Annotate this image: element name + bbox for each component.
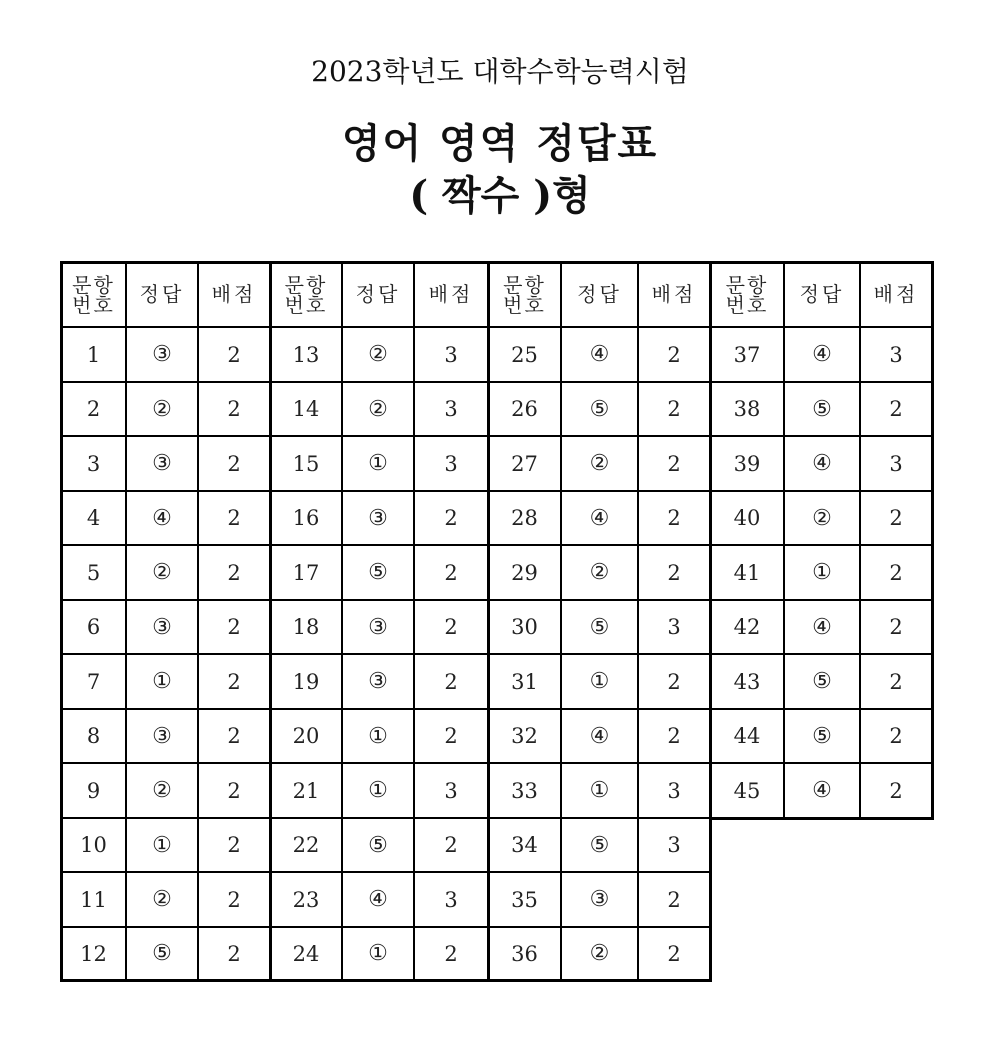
question-number-cell: 25 <box>511 342 538 367</box>
answer-cell: ② <box>152 396 172 422</box>
question-number-cell: 17 <box>292 560 320 585</box>
question-number-cell: 6 <box>86 615 101 639</box>
row-divider <box>488 871 710 873</box>
header-question-number <box>61 262 126 327</box>
row-divider <box>61 762 270 764</box>
answer-cell: ⑤ <box>152 941 172 966</box>
score-cell: 2 <box>227 669 241 694</box>
answer-cell: ④ <box>589 505 610 531</box>
question-number-cell: 43 <box>733 669 761 694</box>
score-cell: 2 <box>889 778 903 803</box>
answer-cell: ③ <box>152 723 172 749</box>
score-cell: 2 <box>227 778 241 803</box>
score-cell: 3 <box>667 778 681 803</box>
score-cell: 2 <box>227 342 241 367</box>
header-number-line2: 번호 <box>503 292 546 317</box>
score-cell: 2 <box>227 560 241 585</box>
score-cell: 2 <box>227 451 241 476</box>
header-number-line2: 번호 <box>725 292 769 317</box>
exam-subtitle: 2023학년도 대학수학능력시험 <box>311 55 689 88</box>
score-cell: 2 <box>667 887 681 912</box>
question-number-cell: 14 <box>292 397 320 421</box>
question-number-cell: 29 <box>511 560 538 585</box>
answer-cell: ③ <box>152 614 172 640</box>
row-divider <box>270 708 488 710</box>
answer-cell: ③ <box>152 342 172 367</box>
question-number-cell: 10 <box>80 833 107 857</box>
score-cell: 2 <box>889 615 903 639</box>
row-divider <box>710 435 932 437</box>
row-divider <box>488 490 710 492</box>
group-border-top <box>269 261 490 264</box>
header-score: 배점 <box>428 282 474 306</box>
score-cell: 2 <box>667 342 681 367</box>
score-cell: 2 <box>667 506 681 530</box>
row-divider <box>710 490 932 492</box>
answer-cell: ① <box>152 669 172 694</box>
score-cell: 2 <box>889 724 903 748</box>
row-divider <box>61 544 270 546</box>
answer-cell: ④ <box>812 778 832 803</box>
row-divider <box>270 599 488 601</box>
row-divider <box>710 653 932 655</box>
row-divider <box>710 708 932 710</box>
score-cell: 2 <box>667 724 681 748</box>
answer-cell: ⑤ <box>589 396 610 422</box>
row-divider <box>488 762 710 764</box>
question-number-cell: 13 <box>292 342 320 367</box>
group-border-bottom <box>60 979 272 982</box>
row-divider <box>270 762 488 764</box>
group-border-bottom <box>487 979 712 982</box>
question-number-cell: 18 <box>292 615 320 639</box>
answer-cell: ④ <box>589 723 610 749</box>
question-number-cell: 12 <box>80 941 107 966</box>
question-number-cell: 34 <box>511 833 538 857</box>
row-divider <box>710 381 932 383</box>
question-number-cell: 30 <box>511 615 538 639</box>
group-border-top <box>487 261 712 264</box>
question-number-cell: 21 <box>292 778 320 803</box>
score-cell: 2 <box>227 724 241 748</box>
question-number-cell: 31 <box>511 669 538 694</box>
question-number-cell: 28 <box>511 506 538 530</box>
score-cell: 3 <box>444 887 458 912</box>
question-number-cell: 4 <box>86 506 101 530</box>
row-divider <box>270 653 488 655</box>
question-number-cell: 5 <box>86 560 101 585</box>
group-border-top <box>709 261 934 264</box>
header-number-line2: 번호 <box>72 292 115 317</box>
score-cell: 2 <box>889 506 903 530</box>
score-cell: 2 <box>444 833 458 857</box>
group-border-bottom <box>269 979 490 982</box>
score-cell: 2 <box>227 833 241 857</box>
row-divider <box>270 871 488 873</box>
score-cell: 2 <box>227 887 241 912</box>
question-number-cell: 11 <box>80 887 107 912</box>
answer-cell: ① <box>152 832 172 858</box>
answer-cell: ② <box>589 451 610 476</box>
score-cell: 2 <box>227 941 241 966</box>
answer-cell: ⑤ <box>368 560 388 585</box>
answer-cell: ② <box>589 560 610 585</box>
answer-cell: ① <box>368 778 388 803</box>
score-cell: 3 <box>667 833 681 857</box>
row-divider <box>270 435 488 437</box>
answer-cell: ④ <box>812 614 832 640</box>
row-divider <box>61 708 270 710</box>
question-number-cell: 16 <box>292 506 320 530</box>
row-divider <box>61 490 270 492</box>
score-cell: 2 <box>444 941 458 966</box>
score-cell: 3 <box>889 342 903 367</box>
answer-cell: ③ <box>368 614 388 640</box>
row-divider <box>270 544 488 546</box>
question-number-cell: 36 <box>511 941 538 966</box>
score-cell: 3 <box>889 451 903 476</box>
row-divider <box>61 326 270 328</box>
question-number-cell: 2 <box>86 397 101 421</box>
question-number-cell: 45 <box>733 778 761 803</box>
row-divider <box>488 817 710 819</box>
answer-cell: ② <box>589 941 610 966</box>
score-cell: 3 <box>667 615 681 639</box>
score-cell: 2 <box>667 941 681 966</box>
question-number-cell: 7 <box>86 669 101 694</box>
answer-cell: ⑤ <box>812 669 832 694</box>
group-border-left <box>269 261 272 982</box>
answer-cell: ⑤ <box>812 723 832 749</box>
question-number-cell: 3 <box>86 451 101 476</box>
score-cell: 3 <box>444 397 458 421</box>
score-cell: 2 <box>444 669 458 694</box>
header-question-number <box>710 262 784 327</box>
row-divider <box>488 435 710 437</box>
score-cell: 2 <box>444 724 458 748</box>
question-number-cell: 35 <box>511 887 538 912</box>
question-number-cell: 15 <box>292 451 320 476</box>
question-number-cell: 8 <box>86 724 101 748</box>
score-cell: 3 <box>444 778 458 803</box>
score-cell: 2 <box>667 397 681 421</box>
question-number-cell: 42 <box>733 615 761 639</box>
group-border-right <box>931 261 934 820</box>
question-number-cell: 33 <box>511 778 538 803</box>
score-cell: 2 <box>444 560 458 585</box>
answer-cell: ③ <box>152 451 172 476</box>
answer-cell: ① <box>368 723 388 749</box>
answer-cell: ② <box>152 778 172 803</box>
answer-cell: ⑤ <box>368 832 388 858</box>
row-divider <box>270 326 488 328</box>
row-divider <box>488 926 710 928</box>
score-cell: 2 <box>444 615 458 639</box>
answer-cell: ④ <box>812 451 832 476</box>
question-number-cell: 37 <box>733 342 761 367</box>
answer-cell: ⑤ <box>812 396 832 422</box>
question-number-cell: 26 <box>511 397 538 421</box>
group-border-left <box>60 261 63 982</box>
row-divider <box>710 599 932 601</box>
question-number-cell: 19 <box>292 669 320 694</box>
row-divider <box>488 599 710 601</box>
row-divider <box>488 326 710 328</box>
answer-cell: ④ <box>812 342 832 367</box>
header-question-number <box>270 262 342 327</box>
row-divider <box>270 926 488 928</box>
row-divider <box>710 544 932 546</box>
header-number-line1: 문항 <box>72 272 115 297</box>
answer-cell: ① <box>589 669 610 694</box>
header-answer: 정답 <box>355 282 401 306</box>
answer-cell: ① <box>812 560 832 585</box>
question-number-cell: 22 <box>292 833 320 857</box>
row-divider <box>710 762 932 764</box>
group-border-top <box>60 261 272 264</box>
header-score: 배점 <box>873 282 919 306</box>
answer-cell: ② <box>368 342 388 367</box>
answer-cell: ⑤ <box>589 614 610 640</box>
header-score: 배점 <box>651 282 697 306</box>
score-cell: 2 <box>889 397 903 421</box>
header-number-line2: 번호 <box>284 292 328 317</box>
question-number-cell: 20 <box>292 724 320 748</box>
answer-cell: ② <box>152 560 172 585</box>
score-cell: 3 <box>444 342 458 367</box>
header-answer: 정답 <box>139 282 185 306</box>
score-cell: 2 <box>667 560 681 585</box>
answer-cell: ⑤ <box>589 832 610 858</box>
score-cell: 2 <box>444 506 458 530</box>
question-number-cell: 40 <box>733 506 761 530</box>
column-divider <box>783 262 785 818</box>
row-divider <box>61 435 270 437</box>
header-answer: 정답 <box>799 282 845 306</box>
question-number-cell: 44 <box>733 724 761 748</box>
row-divider <box>270 817 488 819</box>
question-number-cell: 23 <box>292 887 320 912</box>
score-cell: 2 <box>667 451 681 476</box>
score-cell: 2 <box>227 506 241 530</box>
question-number-cell: 32 <box>511 724 538 748</box>
answer-cell: ② <box>152 887 172 912</box>
row-divider <box>270 381 488 383</box>
row-divider <box>61 381 270 383</box>
exam-variant: ( 짝수 )형 <box>409 172 591 219</box>
question-number-cell: 39 <box>733 451 761 476</box>
row-divider <box>710 326 932 328</box>
question-number-cell: 24 <box>292 941 320 966</box>
answer-cell: ① <box>589 778 610 803</box>
answer-cell: ③ <box>368 505 388 531</box>
header-answer: 정답 <box>577 282 622 306</box>
answer-cell: ④ <box>368 887 388 912</box>
answer-cell: ② <box>812 505 832 531</box>
row-divider <box>488 653 710 655</box>
row-divider <box>488 708 710 710</box>
answer-cell: ④ <box>152 505 172 531</box>
answer-cell: ③ <box>368 669 388 694</box>
question-number-cell: 9 <box>86 778 101 803</box>
answer-cell: ② <box>368 396 388 422</box>
group-border-left <box>487 261 490 982</box>
score-cell: 2 <box>227 397 241 421</box>
score-cell: 3 <box>444 451 458 476</box>
answer-cell: ① <box>368 451 388 476</box>
row-divider <box>61 817 270 819</box>
header-number-line1: 문항 <box>284 272 328 297</box>
score-cell: 2 <box>667 669 681 694</box>
group-border-bottom <box>709 817 934 820</box>
row-divider <box>61 926 270 928</box>
column-divider <box>859 262 861 818</box>
page-title: 영어 영역 정답표 <box>341 120 659 167</box>
row-divider <box>488 381 710 383</box>
row-divider <box>61 599 270 601</box>
question-number-cell: 1 <box>86 342 101 367</box>
answer-cell: ④ <box>589 342 610 367</box>
row-divider <box>488 544 710 546</box>
row-divider <box>61 871 270 873</box>
row-divider <box>270 490 488 492</box>
group-border-left <box>709 261 712 820</box>
answer-cell: ③ <box>589 887 610 912</box>
answer-cell: ① <box>368 941 388 966</box>
header-number-line1: 문항 <box>503 272 546 297</box>
row-divider <box>61 653 270 655</box>
header-question-number <box>488 262 561 327</box>
header-number-line1: 문항 <box>725 272 769 297</box>
score-cell: 2 <box>889 669 903 694</box>
question-number-cell: 38 <box>733 397 761 421</box>
score-cell: 2 <box>227 615 241 639</box>
score-cell: 2 <box>889 560 903 585</box>
question-number-cell: 27 <box>511 451 538 476</box>
question-number-cell: 41 <box>733 560 761 585</box>
header-score: 배점 <box>211 282 257 306</box>
